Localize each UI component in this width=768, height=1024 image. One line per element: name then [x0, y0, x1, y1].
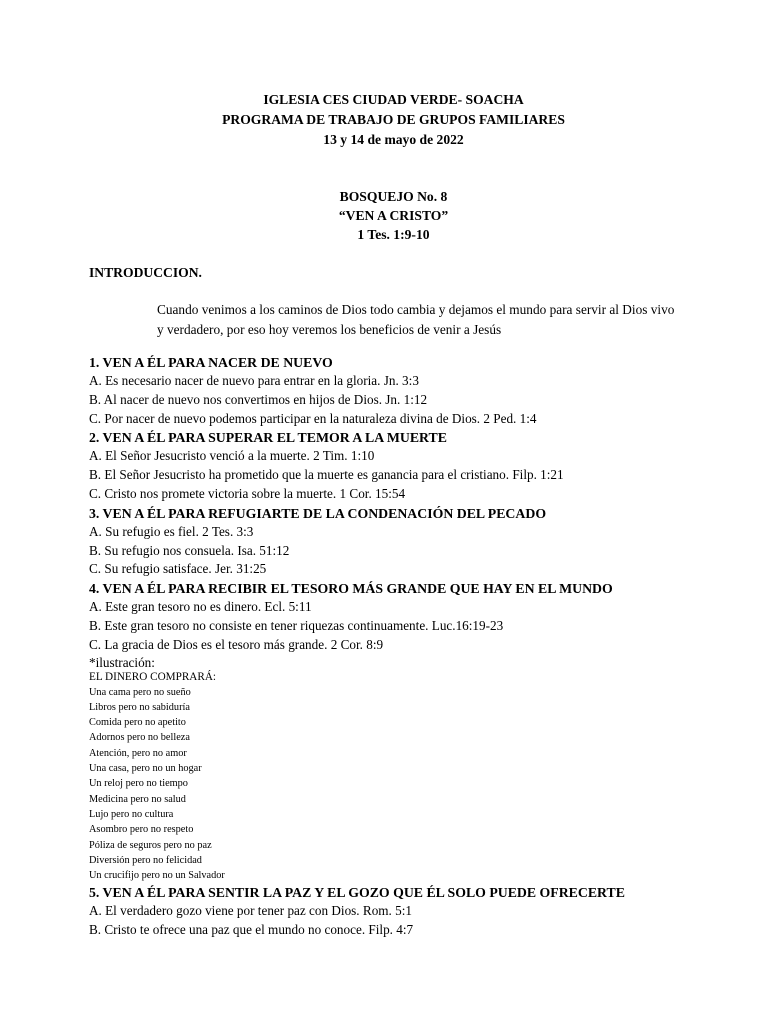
section-4: [89, 579, 698, 654]
section-point: B. El Señor Jesucristo ha prometido que la muerte es ganancia para el cristiano. Filp. 1:21: [89, 467, 564, 483]
sections: [89, 353, 698, 940]
illustration-item: Adornos pero no belleza: [89, 732, 190, 744]
illustration-item: Una cama pero no sueño: [89, 686, 191, 698]
intro-heading: INTRODUCCION.: [89, 265, 202, 280]
section-title: 4. VEN A ÉL PARA RECIBIR EL TESORO MÁS GRANDE QUE HAY EN EL MUNDO: [89, 581, 613, 597]
section-3: [89, 504, 698, 579]
program-date: 13 y 14 de mayo de 2022: [323, 132, 464, 147]
program-title: PROGRAMA DE TRABAJO DE GRUPOS FAMILIARES: [222, 112, 565, 127]
section-5: [89, 883, 698, 940]
outline-header: [89, 187, 698, 244]
section-1: [89, 353, 698, 428]
section-point: B. Al nacer de nuevo nos convertimos en hijos de Dios. Jn. 1:12: [89, 391, 428, 407]
illustration-item: Asombro pero no respeto: [89, 824, 194, 836]
section-title: 2. VEN A ÉL PARA SUPERAR EL TEMOR A LA MUERTE: [89, 430, 447, 446]
illustration-item: Atención, pero no amor: [89, 747, 187, 759]
outline-title: “VEN A CRISTO”: [338, 208, 449, 223]
intro-paragraph: Cuando venimos a los caminos de Dios todo cambia y dejamos el mundo para servir al Dios vivo y verdadero, por eso hoy veremos los beneficios de venir a Jesús: [157, 302, 675, 337]
illustration-item: Un reloj pero no tiempo: [89, 778, 188, 790]
illustration-item: Libros pero no sabiduría: [89, 701, 190, 713]
illustration-item: Un crucifijo pero no un Salvador: [89, 870, 225, 882]
section-point: A. Es necesario nacer de nuevo para entrar en la gloria. Jn. 3:3: [89, 373, 419, 388]
section-point: A. Este gran tesoro no es dinero. Ecl. 5:11: [89, 599, 312, 615]
illustration-item: Diversión pero no felicidad: [89, 854, 202, 866]
illustration-label: *ilustración:: [89, 654, 155, 670]
church-name: IGLESIA CES CIUDAD VERDE- SOACHA: [263, 92, 524, 107]
illustration-item: Una casa, pero no un hogar: [89, 763, 202, 775]
section-point: B. Este gran tesoro no consiste en tener riquezas continuamente. Luc.16:19-23: [89, 617, 504, 633]
section-point: A. El verdadero gozo viene por tener paz con Dios. Rom. 5:1: [89, 903, 412, 919]
section-2: [89, 428, 698, 503]
section-title: 5. VEN A ÉL PARA SENTIR LA PAZ Y EL GOZO QUE ÉL SOLO PUEDE OFRECERTE: [89, 885, 625, 901]
section-point: C. Cristo nos promete victoria sobre la muerte. 1 Cor. 15:54: [89, 485, 406, 501]
illustration-item: Medicina pero no salud: [89, 793, 186, 805]
illustration-title: EL DINERO COMPRARÁ:: [89, 670, 217, 683]
section-point: C. Por nacer de nuevo podemos participar en la naturaleza divina de Dios. 2 Ped. 1:4: [89, 410, 537, 426]
section-point: A. El Señor Jesucristo venció a la muerte. 2 Tim. 1:10: [89, 448, 375, 464]
illustration: [89, 655, 698, 884]
section-point: B. Su refugio nos consuela. Isa. 51:12: [89, 542, 290, 558]
section-point: C. Su refugio satisface. Jer. 31:25: [89, 561, 267, 577]
section-point: B. Cristo te ofrece una paz que el mundo no conoce. Filp. 4:7: [89, 922, 414, 938]
illustration-item: Comida pero no apetito: [89, 717, 186, 729]
section-title: 1. VEN A ÉL PARA NACER DE NUEVO: [89, 355, 333, 370]
illustration-item: Póliza de seguros pero no paz: [89, 839, 212, 851]
illustration-item: Lujo pero no cultura: [89, 808, 174, 820]
section-point: C. La gracia de Dios es el tesoro más grande. 2 Cor. 8:9: [89, 636, 384, 652]
section-point: A. Su refugio es fiel. 2 Tes. 3:3: [89, 523, 254, 539]
outline-number: BOSQUEJO No. 8: [339, 189, 448, 204]
outline-reference: 1 Tes. 1:9-10: [357, 227, 430, 242]
section-title: 3. VEN A ÉL PARA REFUGIARTE DE LA CONDENACIÓN DEL PECADO: [89, 505, 547, 521]
document-header: [89, 90, 698, 150]
